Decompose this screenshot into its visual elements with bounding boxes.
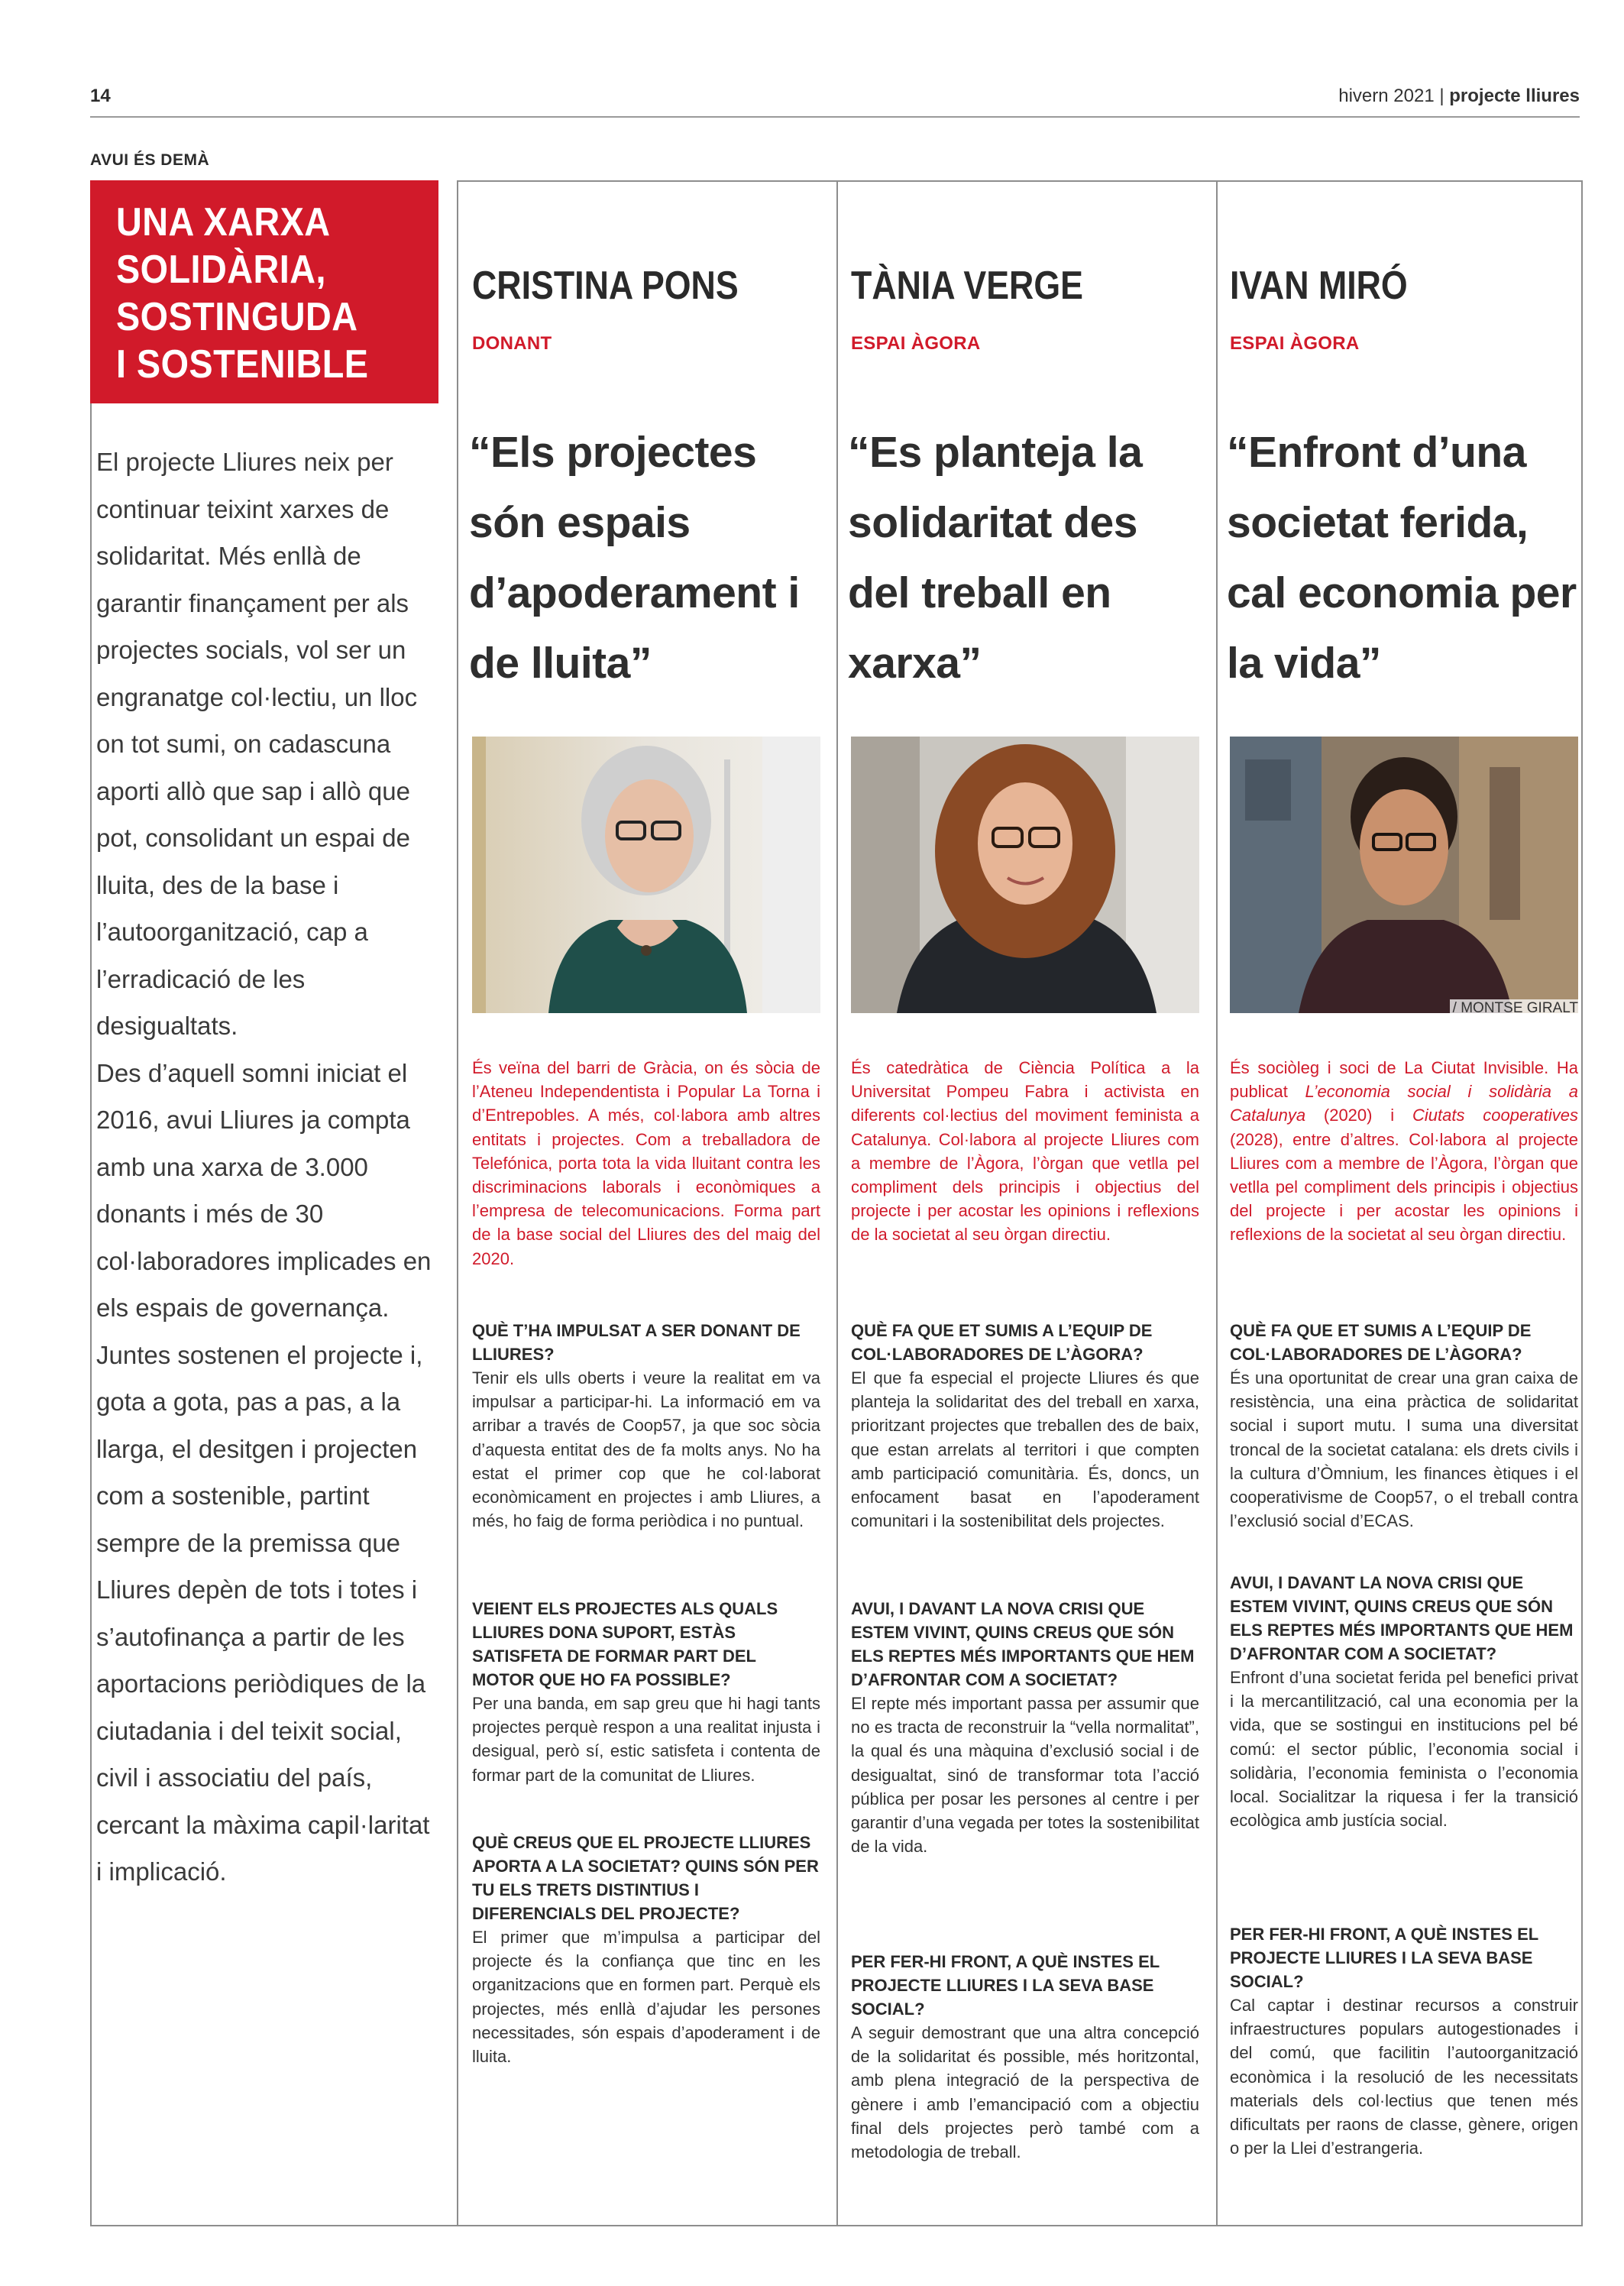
portrait-photo <box>851 737 1199 1013</box>
interview-question: PER FER-HI FRONT, A QUÈ INSTES EL PROJECTE LLIURES I LA SEVA BASE SOCIAL? <box>1230 1925 1538 1991</box>
interview-qa <box>1230 1571 1578 1832</box>
title-line: UNA XARXA <box>116 200 331 244</box>
interview-qa <box>472 1597 820 1787</box>
pull-quote: “Els projectes són espais d’apoderament i de lluita” <box>469 428 800 688</box>
profile-role: ESPAI ÀGORA <box>851 333 981 354</box>
intro-paragraph: Des d’aquell somni iniciat el 2016, avui Lliures ja compta amb una xarxa de 3.000 donants i més de 30 col·laboradores implicades en els espais de governança. Juntes sostenen el projecte i, gota a gota, pas a pas, a la llarga, el desitgen i projecten com a sostenible, partint sempre de la premissa que Lliures depèn de tots i totes i s’autofinança a partir de les aportacions periòdiques de la ciutadania i del teixit social, civil i associatiu del país, cercant la màxima capil·laritat i implicació. <box>96 1058 432 1886</box>
interview-answer: A seguir demostrant que una altra concepció de la solidaritat és possible, més horitzontal, amb plena integració de la perspectiva de gènere i amb l’emancipació com a objectiu final dels projectes però també com a metodologia de treball. <box>851 2023 1199 2162</box>
frame-left-rule <box>90 403 92 2226</box>
interview-qa <box>472 1831 820 2068</box>
interview-question: VEIENT ELS PROJECTES ALS QUALS LLIURES DONA SUPORT, ESTÀS SATISFETA DE FORMAR PART DEL MOTOR QUE HO FA POSSIBLE? <box>472 1599 778 1689</box>
book-title: L’economia social i solidària a Catalunya <box>1230 1082 1578 1125</box>
interview-question: PER FER-HI FRONT, A QUÈ INSTES EL PROJECTE LLIURES I LA SEVA BASE SOCIAL? <box>851 1952 1160 2019</box>
bio-text: (2028), entre d’altres. Col·labora al projecte Lliures com a membre de l’Àgora, l’òrgan que vetlla pel compliment dels principis i objectius del projecte i per acostar les opinions i reflexions de la societat al seu òrgan directiu. <box>1230 1129 1578 1245</box>
bio-text: És sociòleg i soci de La Ciutat Invisible. Ha publicat <box>1230 1058 1578 1102</box>
frame-top-rule <box>457 180 1583 182</box>
interview-answer: És una oportunitat de crear una gran caixa de resistència, una eina pràctica de solidaritat social i suport mutu. I suma una diversitat troncal de la societat catalana: els drets civils i la cultura d’Òmnium, les finances ètiques i el cooperativisme de Coop57, o el treball contra l’exclusió social d’ECAS. <box>1230 1368 1578 1531</box>
pull-quote: “Es planteja la solidaritat des del treball en xarxa” <box>848 428 1143 688</box>
interview-question: QUÈ FA QUE ET SUMIS A L’EQUIP DE COL·LABORADORES DE L’ÀGORA? <box>851 1321 1153 1364</box>
profile-bio: És catedràtica de Ciència Política a la Universitat Pompeu Fabra i activista en diferents col·lectius del moviment feminista a Catalunya. Col·labora al projecte Lliures com a membre de l’Àgora, l’òrgan que vetlla pel compliment dels principis i objectius del projecte i per acostar les opinions i reflexions de la societat al seu òrgan directiu. <box>851 1058 1199 1245</box>
interview-question: AVUI, I DAVANT LA NOVA CRISI QUE ESTEM VIVINT, QUINS CREUS QUE SÓN ELS REPTES MÉS IMPORTANTS QUE HEM D’AFRONTAR COM A SOCIETAT? <box>1230 1573 1574 1663</box>
interview-qa <box>851 1597 1199 1858</box>
publication-name: projecte lliures <box>1449 86 1580 106</box>
interview-question: AVUI, I DAVANT LA NOVA CRISI QUE ESTEM VIVINT, QUINS CREUS QUE SÓN ELS REPTES MÉS IMPORTANTS QUE HEM D’AFRONTAR COM A SOCIETAT? <box>851 1599 1195 1689</box>
interview-answer: El primer que m’impulsa a participar del projecte és la confiança que tinc en les organitzacions que en formen part. Perquè els projectes, més enllà d’ajudar les persones necessitades, són espais d’apoderament i de lluita. <box>472 1928 820 2067</box>
running-header <box>1338 86 1580 107</box>
intro-paragraph: El projecte Lliures neix per continuar teixint xarxes de solidaritat. Més enllà de garantir finançament per als projectes socials, vol ser un engranatge col·lectiu, un lloc on tot sumi, on cadascuna aporti allò que sap i allò que pot, consolidant un espai de lluita, des de la base i l’autoorganització, cap a l’erradicació de les desigualtats. <box>96 448 418 1040</box>
interview-question: QUÈ FA QUE ET SUMIS A L’EQUIP DE COL·LABORADORES DE L’ÀGORA? <box>1230 1321 1532 1364</box>
portrait-illustration <box>851 737 1199 1013</box>
interview-answer: Cal captar i destinar recursos a construir infraestructures populars autogestionades i del comú, que facilitin l’autoorganització econòmica i la resolució de les necessitats materials dels col·lectius que tenen més dificultats per raons de classe, gènere, origen o per la Llei d’estrangeria. <box>1230 1996 1578 2158</box>
interview-answer: Enfront d’una societat ferida pel benefici privat i la mercantilització, cal una economia per la vida, que se sostingui en institucions pel bé comú: el sector públic, l’economia social i solidària, l’economia feminista o l’economia local. Socialitzar la riquesa i fer la transició ecològica amb justícia social. <box>1230 1668 1578 1831</box>
book-title: Ciutats cooperatives <box>1412 1106 1578 1125</box>
section-label: AVUI ÉS DEMÀ <box>90 151 210 169</box>
interview-qa <box>851 1950 1199 2164</box>
column-divider <box>836 180 838 2226</box>
profile-role: ESPAI ÀGORA <box>1230 333 1360 354</box>
profile-bio <box>1230 1056 1578 1247</box>
interview-answer: Tenir els ulls oberts i veure la realitat em va impulsar a participar-hi. La informació em va arribar a través de Coop57, ja que soc sòcia d’aquesta entitat des de fa molts anys. No ha estat el primer cop que he col·laborat econòmicament en projectes i amb Lliures, a més, ho faig de forma periòdica i no puntual. <box>472 1368 820 1531</box>
profile-bio: És veïna del barri de Gràcia, on és sòcia de l’Ateneu Independentista i Popular La Torna i d’Entrepobles. A més, col·labora amb altres entitats i projectes. Com a treballadora de Telefónica, porta tota la vida lluitant contra les discriminacions laborals i econòmiques a l’empresa de telecomunicacions. Forma part de la base social del Lliures des del maig del 2020. <box>472 1058 820 1268</box>
portrait-illustration <box>472 737 820 1013</box>
profile-name: TÀNIA VERGE <box>851 264 1083 308</box>
header-rule <box>90 116 1580 118</box>
profile-name: IVAN MIRÓ <box>1230 264 1408 308</box>
profile-name: CRISTINA PONS <box>472 264 739 308</box>
interview-qa <box>1230 1319 1578 1533</box>
portrait-photo <box>472 737 820 1013</box>
column-divider <box>457 180 458 2226</box>
portrait-photo <box>1230 737 1578 1013</box>
bio-text: (2020) i <box>1305 1106 1412 1125</box>
intro-text <box>96 439 432 1896</box>
title-line: I SOSTENIBLE <box>116 342 369 387</box>
issue-date: hivern 2021 <box>1338 86 1435 106</box>
photo-credit: / MONTSE GIRALT <box>1450 999 1581 1018</box>
header-separator: | <box>1439 86 1444 106</box>
profile-role: DONANT <box>472 333 552 354</box>
page-number: 14 <box>90 86 111 106</box>
interview-qa <box>851 1319 1199 1533</box>
interview-qa <box>1230 1922 1578 2160</box>
interview-answer: Per una banda, em sap greu que hi hagi tants projectes perquè respon a una realitat injusta i desigual, però sí, estic satisfeta i contenta de formar part de la comunitat de Lliures. <box>472 1694 820 1785</box>
interview-qa <box>472 1319 820 1533</box>
interview-question: QUÈ T’HA IMPULSAT A SER DONANT DE LLIURES? <box>472 1321 801 1364</box>
article-title <box>90 180 438 403</box>
portrait-illustration <box>1230 737 1578 1013</box>
title-line: SOLIDÀRIA, <box>116 248 326 292</box>
column-divider <box>1216 180 1218 2226</box>
interview-question: QUÈ CREUS QUE EL PROJECTE LLIURES APORTA A LA SOCIETAT? QUINS SÓN PER TU ELS TRETS DISTINTIUS I DIFERENCIALS DEL PROJECTE? <box>472 1833 819 1923</box>
title-line: SOSTINGUDA <box>116 295 358 339</box>
interview-answer: El que fa especial el projecte Lliures és que planteja la solidaritat des del treball en xarxa, prioritzant projectes que treballen des de baix, que estan arrelats al territori i que compten amb participació comunitària. És, doncs, un enfocament basat en l’apoderament comunitari i la sostenibilitat dels projectes. <box>851 1368 1199 1531</box>
pull-quote: “Enfront d’una societat ferida, cal economia per la vida” <box>1227 428 1577 688</box>
interview-answer: El repte més important passa per assumir que no es tracta de reconstruir la “vella normalitat”, la qual és una màquina d’exclusió social i de desigualtat, sinó de transformar tota l’acció pública per posar les persones al centre i per garantir d’una vegada per totes la sostenibilitat de la vida. <box>851 1694 1199 1857</box>
